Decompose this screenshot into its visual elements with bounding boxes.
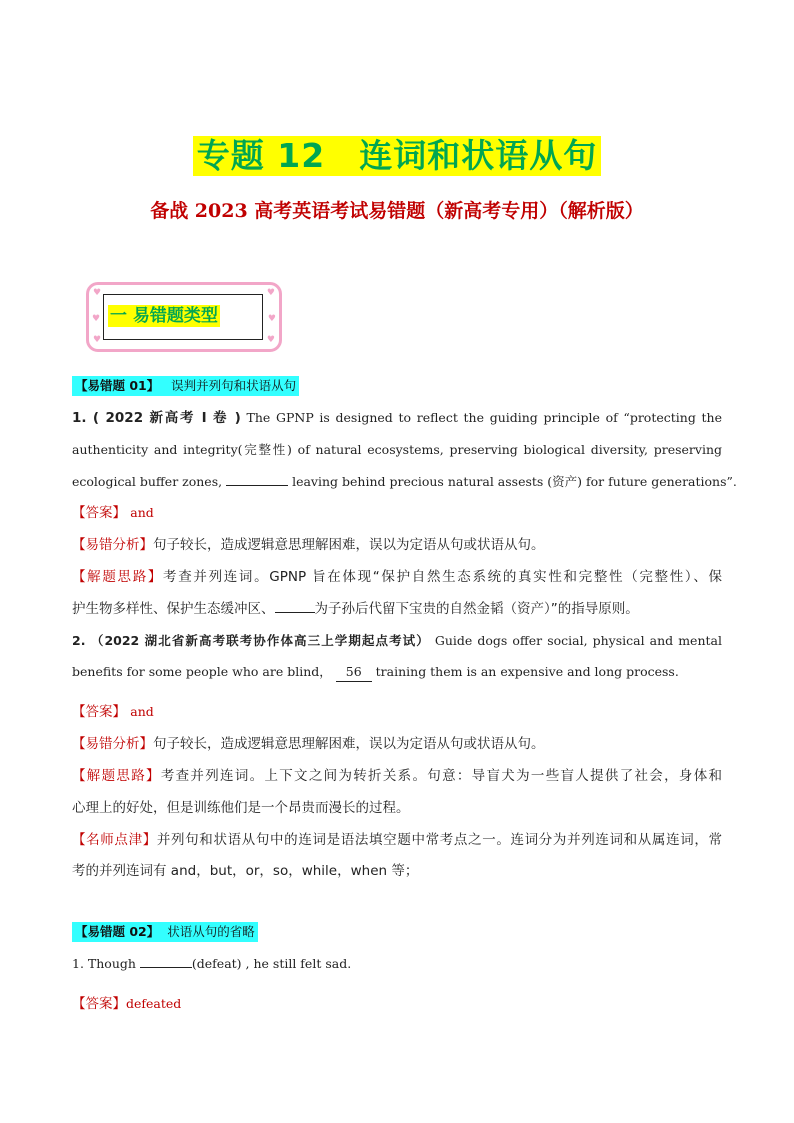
- solution-row: [72, 600, 722, 618]
- section-badge: [86, 282, 282, 352]
- solution-text: 为子孙后代留下宝贵的自然金韬（资产）”的指导原则。: [314, 601, 639, 617]
- answer-blank[interactable]: [140, 955, 192, 968]
- analysis-row: [72, 735, 722, 753]
- solution-label: 【解题思路】: [72, 768, 161, 784]
- question-text: (defeat) , he still felt sad.: [191, 956, 352, 971]
- solution-row: [72, 568, 722, 586]
- heart-icon: ♥: [266, 288, 275, 298]
- heart-icon: ♥: [267, 314, 276, 324]
- question-text: training them is an expensive and long process.: [375, 664, 679, 679]
- solution-text: 护生物多样性、保护生态缓冲区、: [72, 601, 275, 617]
- question-text: The GPNP is designed to reflect the guiding principle of “protecting the: [246, 410, 722, 425]
- solution-label: 【解题思路】: [72, 569, 164, 585]
- heart-icon: ♥: [93, 335, 102, 345]
- heart-icon: ♥: [266, 335, 275, 345]
- question-line: [72, 632, 722, 650]
- page-title: 专题 12 连词和状语从句: [193, 136, 601, 176]
- question-text: 1. Though: [72, 956, 136, 971]
- section-number: 【易错题 02】: [75, 924, 160, 939]
- tip-text: 并列句和状语从句中的连词是语法填空题中常考点之一。连词分为并列连词和从属连词，常: [156, 832, 723, 848]
- analysis-row: [72, 536, 722, 554]
- badge-label: 一 易错题类型: [110, 306, 218, 326]
- question-line: authenticity and integrity(完整性) of natural ecosystems, preserving biological diversity, preserving: [72, 442, 722, 457]
- answer-row: [72, 504, 722, 522]
- section-heading-01: [72, 376, 299, 396]
- question-line: [72, 663, 722, 682]
- badge-inner-box: [103, 294, 263, 340]
- answer-label: 【答案】: [72, 704, 126, 720]
- question-text: Guide dogs offer social, physical and mental: [434, 633, 722, 648]
- question-line: [72, 473, 737, 491]
- heart-icon: ♥: [92, 314, 101, 324]
- analysis-label: 【易错分析】: [72, 537, 153, 553]
- tip-row: 考的并列连词有 and，but，or，so，while，when 等；: [72, 863, 419, 879]
- page-subtitle: 备战 2023 高考英语考试易错题（新高考专用）（解析版）: [150, 200, 644, 222]
- answer-value: defeated: [126, 996, 182, 1011]
- question-text: benefits for some people who are blind，: [72, 664, 332, 679]
- solution-text: 考查并列连词。GPNP 旨在体现“保护自然生态系统的真实性和完整性（完整性）、保: [163, 569, 722, 585]
- solution-row: 心理上的好处，但是训练他们是一个昂贵而漫长的过程。: [72, 800, 410, 816]
- question-text: leaving behind precious natural assests (资产) for future generations”.: [292, 474, 737, 489]
- solution-row: [72, 767, 722, 785]
- section-topic: 状语从句的省略: [167, 924, 255, 939]
- answer-label: 【答案】: [72, 996, 126, 1012]
- title-wrapper: [0, 136, 794, 176]
- answer-blank[interactable]: [226, 473, 288, 486]
- answer-label: 【答案】: [72, 505, 126, 521]
- section-number: 【易错题 01】: [75, 378, 160, 393]
- tip-label: 【名师点津】: [72, 832, 157, 848]
- analysis-text: 句子较长，造成逻辑意思理解困难，误以为定语从句或状语从句。: [153, 736, 545, 752]
- answer-row: [72, 703, 722, 721]
- question-line: [72, 409, 722, 427]
- heart-icon: ♥: [93, 288, 102, 298]
- answer-value: and: [130, 505, 154, 520]
- question-source: 1. ( 2022 新高考 I 卷 ): [72, 410, 241, 426]
- question-line: [72, 955, 722, 973]
- question-text: ecological buffer zones,: [72, 474, 223, 489]
- section-heading-02: [72, 922, 258, 942]
- solution-text: 考查并列连词。上下文之间为转折关系。句意：导盲犬为一些盲人提供了社会，身体和: [160, 768, 723, 784]
- analysis-label: 【易错分析】: [72, 736, 153, 752]
- answer-value: and: [130, 704, 154, 719]
- analysis-text: 句子较长，造成逻辑意思理解困难，误以为定语从句或状语从句。: [153, 537, 545, 553]
- tip-row: [72, 831, 722, 849]
- answer-row: [72, 995, 722, 1013]
- question-source: 2. （2022 湖北省新高考联考协作体高三上学期起点考试）: [72, 633, 430, 648]
- answer-blank-numbered[interactable]: 56: [336, 663, 372, 682]
- answer-blank: [275, 600, 315, 613]
- section-topic: 误判并列句和状语从句: [171, 378, 297, 393]
